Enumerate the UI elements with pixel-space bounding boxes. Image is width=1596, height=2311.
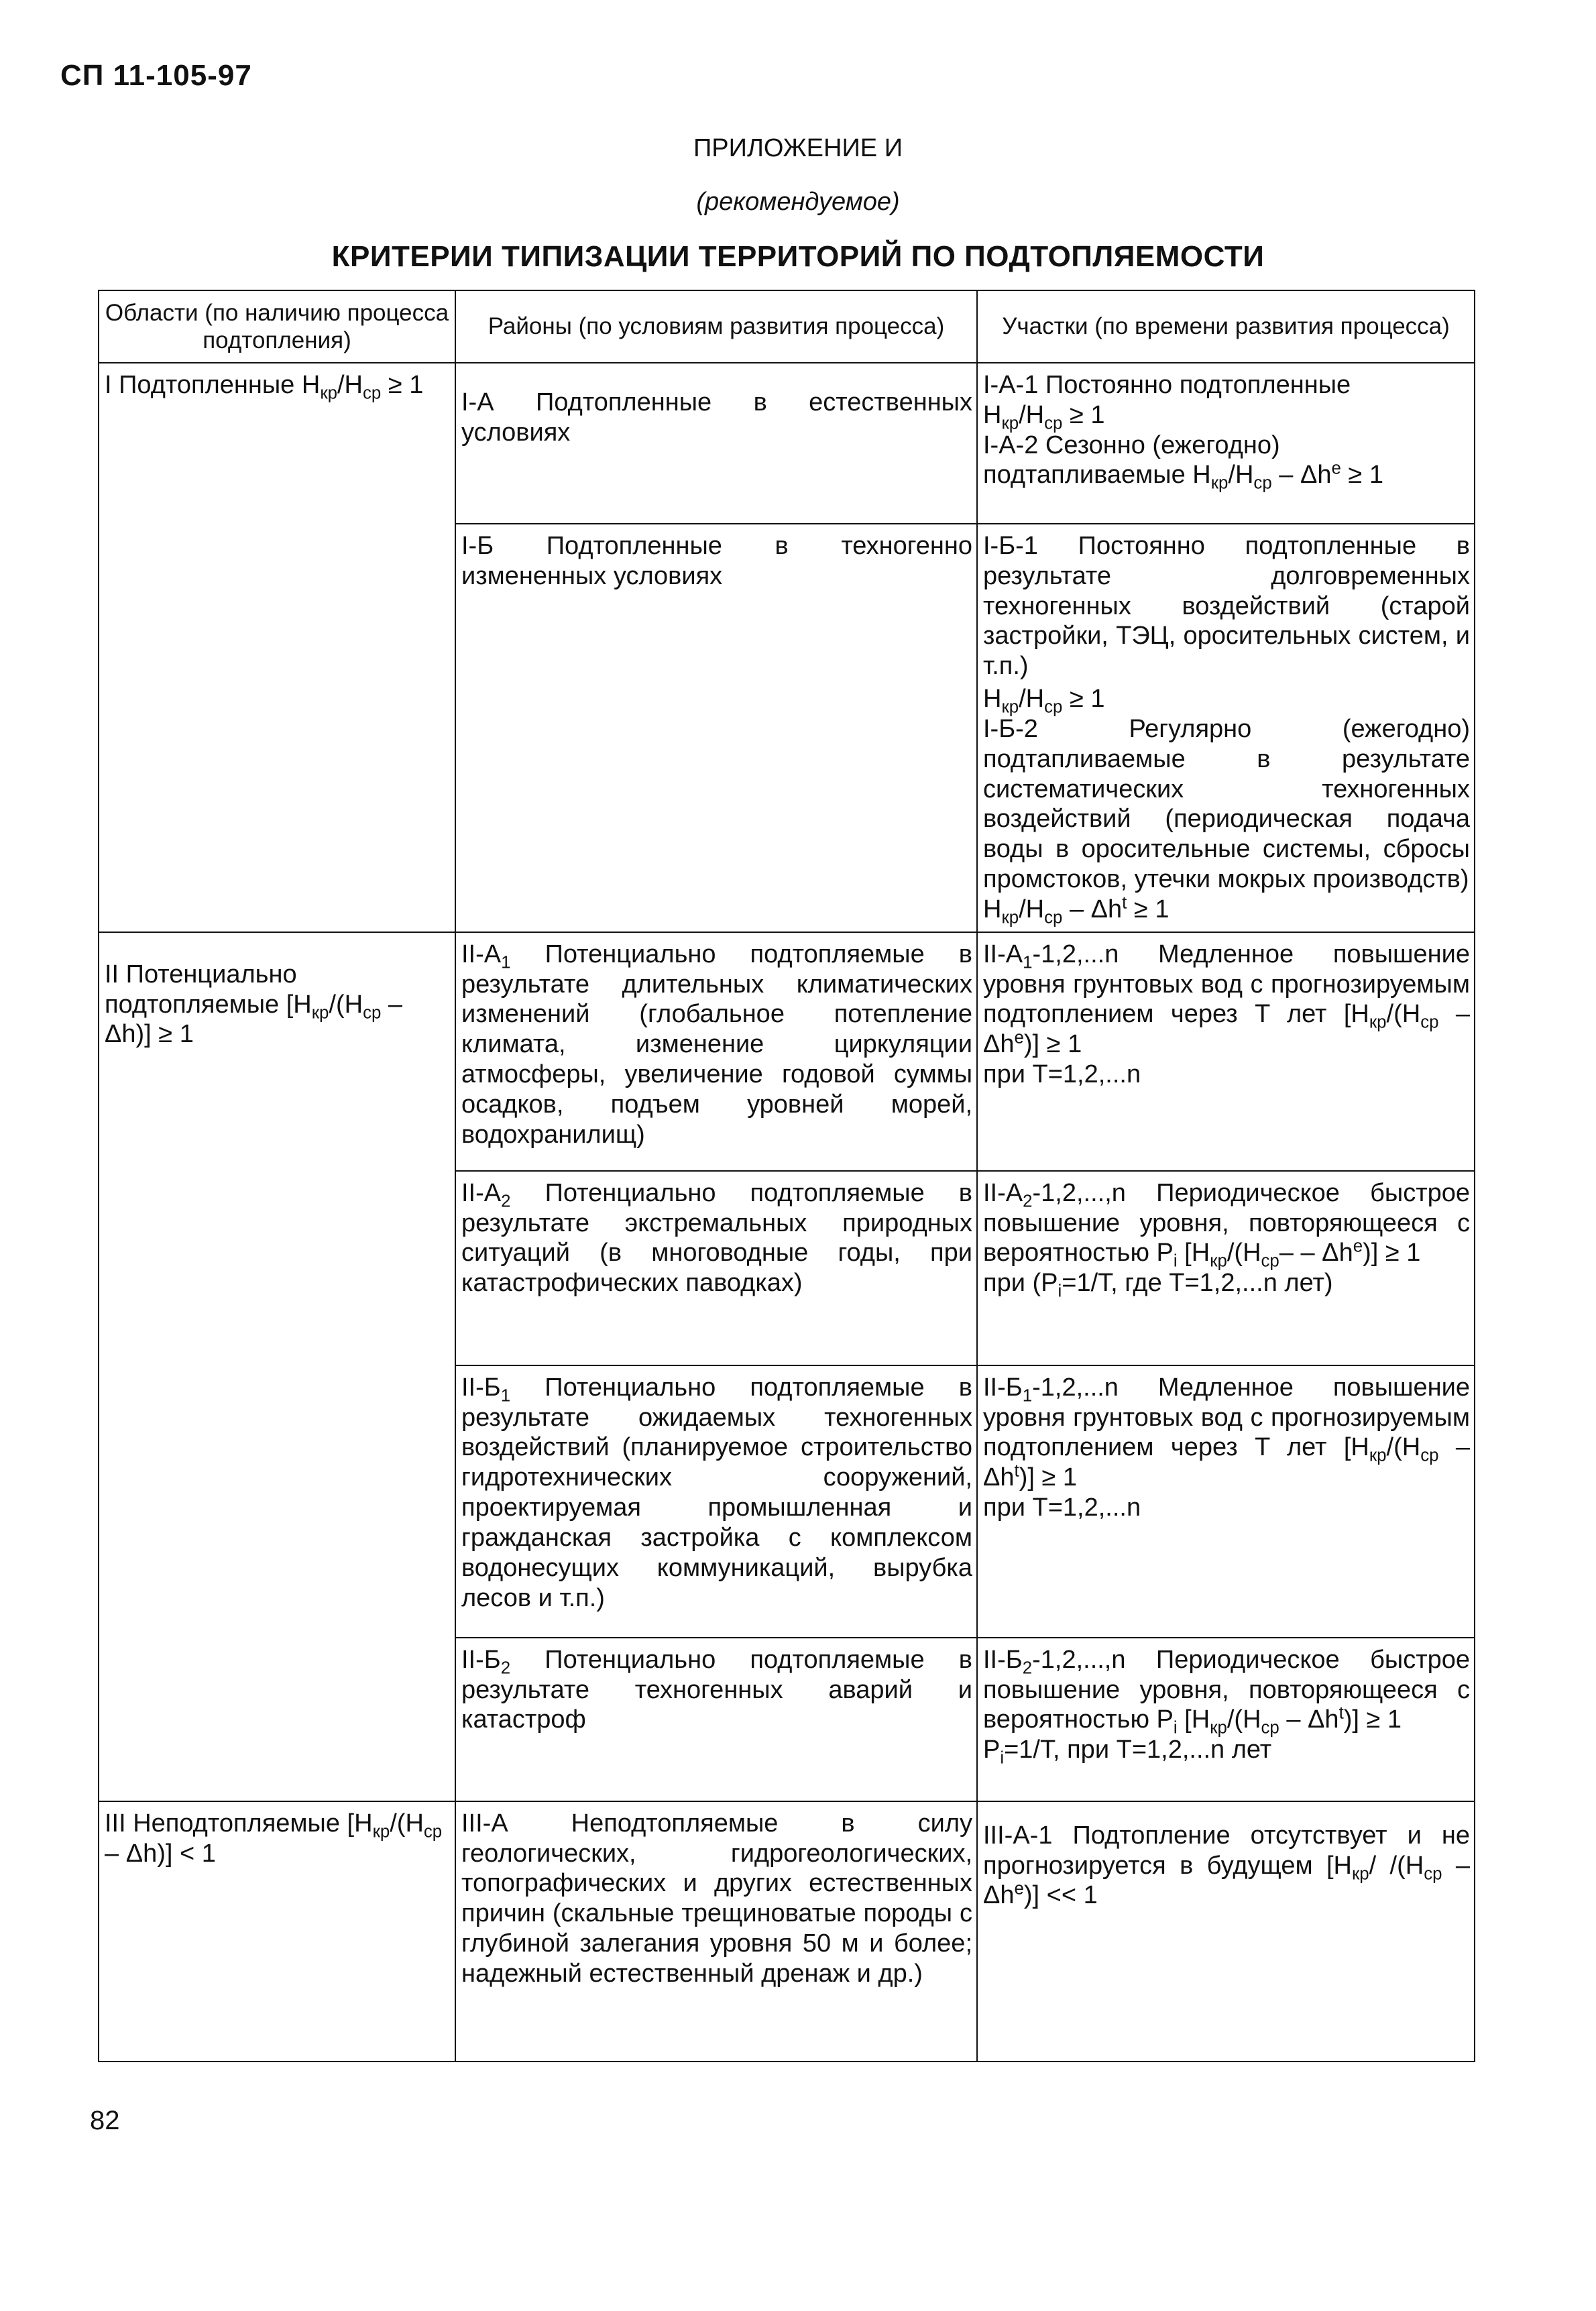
district-text: I-Б Подтопленные в техногенно измененных условиях <box>461 532 972 590</box>
district-cell <box>455 1365 977 1638</box>
table-header-row <box>99 290 1475 363</box>
table-row <box>99 1801 1475 2062</box>
page-number: 82 <box>90 2106 120 2135</box>
site-line: I-А-1 Постоянно подтопленные <box>983 371 1351 399</box>
site-line: $II-А_1-1,2,...n$ Медленное повышение уровня грунтовых вод с прогнозируемым подтоплением через T лет $[H_{кр}/(H_{ср} - \Delta h^е)] \ge 1$ <box>983 940 1470 1059</box>
table-row <box>99 363 1475 524</box>
sites-cell <box>977 363 1475 524</box>
site-line: I-Б-1 Постоянно подтопленные в результате долговременных техногенных воздействий (старой застройки, ТЭЦ, оросительных систем, и т.п.) <box>983 532 1470 681</box>
site-formula: $H_{кр}/H_{ср} \ge 1$ <box>983 685 1105 717</box>
site-line: $P_i=1/T$, при T=1,2,...n лет <box>983 1736 1272 1768</box>
district-text: $II-А_2$ Потенциально подтопляемые в результате экстремальных природных ситуаций (в многоводные годы, при катастрофических паводках) <box>461 1178 972 1298</box>
site-formula: $H_{кр}/H_{ср} - \Delta h^t \ge 1$ <box>983 893 1170 927</box>
district-text: I-А Подтопленные в естественных условиях <box>461 388 972 447</box>
district-text: III-А Неподтопляемые в силу геологических, гидрогеологических, топографических и других естественных причин (скальные трещиноватые породы с глубиной залегания уровня 50 м и более; надежный естественный дренаж и др.) <box>461 1809 972 1988</box>
area-cell-iii <box>99 1801 455 2062</box>
site-line: при T=1,2,...n <box>983 1060 1141 1089</box>
sites-cell <box>977 1171 1475 1365</box>
site-line: $II-А_2-1,2,...,n$ Периодическое быстрое повышение уровня, повторяющееся с вероятностью $P_i$ $[H_{кр}/(H_{ср}- - \Delta h^е)] \ge 1$ <box>983 1178 1470 1272</box>
sites-cell <box>977 1365 1475 1638</box>
header-areas: Области (по наличию процесса подтопления) <box>99 290 455 363</box>
header-districts: Районы (по условиям развития процесса) <box>455 290 977 363</box>
area-text: I Подтопленные $H_{кр}/H_{ср} \ge 1$ <box>105 371 424 403</box>
area-text: II Потенциально подтопляемые $[H_{кр}/(H_{ср} - \Delta h)] \ge 1$ <box>105 960 403 1049</box>
district-cell <box>455 524 977 932</box>
area-cell-i <box>99 363 455 932</box>
district-cell <box>455 1638 977 1801</box>
site-line: $II-Б_2-1,2,...,n$ Периодическое быстрое повышение уровня, повторяющееся с вероятностью $P_i$ $[H_{кр}/(H_{ср} - \Delta h^t)] \ge 1$ <box>983 1645 1470 1738</box>
site-line: при T=1,2,...n <box>983 1493 1141 1522</box>
sites-cell <box>977 932 1475 1171</box>
district-cell <box>455 932 977 1171</box>
district-text: $II-Б_2$ Потенциально подтопляемые в результате техногенных аварий и катастроф <box>461 1645 972 1734</box>
site-line: III-А-1 Подтопление отсутствует и не прогнозируется в будущем [$H_{кр}/$ $/(H_{ср} - \Delta h^е)] << 1$ <box>983 1821 1470 1910</box>
table-row <box>99 932 1475 1171</box>
area-cell-ii <box>99 932 455 1801</box>
appendix-title: КРИТЕРИИ ТИПИЗАЦИИ ТЕРРИТОРИЙ ПО ПОДТОПЛЯЕМОСТИ <box>331 240 1265 273</box>
site-line: $II-Б_1-1,2,...n$ Медленное повышение уровня грунтовых вод с прогнозируемым подтоплением через T лет $[H_{кр}/(H_{ср} - \Delta h^t)] \ge 1$ <box>983 1373 1470 1492</box>
sites-cell <box>977 1638 1475 1801</box>
document-code: СП 11-105-97 <box>60 59 252 92</box>
district-cell <box>455 1171 977 1365</box>
sites-cell <box>977 1801 1475 2062</box>
district-text: $II-Б_1$ Потенциально подтопляемые в результате ожидаемых техногенных воздействий (планируемое строительство гидротехнических сооружений, проектируемая промышленная и гражданская застройка с комплексом водонесущих коммуникаций, вырубка лесов и т.п.) <box>461 1373 972 1612</box>
site-line: при ($P_i=1/T$, где T=1,2,...n лет) <box>983 1269 1333 1301</box>
appendix-label: ПРИЛОЖЕНИЕ И <box>693 134 903 162</box>
district-text: $II-А_1$ Потенциально подтопляемые в результате длительных климатических изменений (глобальное потепление климата, изменение циркуляции атмосферы, увеличение годовой суммы осадков, подъем уровней морей, водохранилищ) <box>461 940 972 1149</box>
site-formula: $H_{кр}/H_{ср} \ge 1$ <box>983 400 1105 433</box>
district-cell <box>455 363 977 524</box>
header-sites: Участки (по времени развития процесса) <box>977 290 1475 363</box>
criteria-table <box>98 290 1475 2062</box>
site-line: I-А-2 Сезонно (ежегодно) подтапливаемые $H_{кр}/H_{ср} - \Delta h^е \ge 1$ <box>983 431 1383 494</box>
area-text: III Неподтопляемые $[H_{кр}/(H_{ср} - \Delta h)] < 1$ <box>105 1809 443 1868</box>
site-line: I-Б-2 Регулярно (ежегодно) подтапливаемые в результате систематических техногенных воздействий (периодическая подача воды в оросительные системы, сбросы промстоков, утечки мокрых производств) <box>983 714 1470 894</box>
appendix-status: (рекомендуемое) <box>696 188 900 216</box>
sites-cell <box>977 524 1475 932</box>
district-cell <box>455 1801 977 2062</box>
